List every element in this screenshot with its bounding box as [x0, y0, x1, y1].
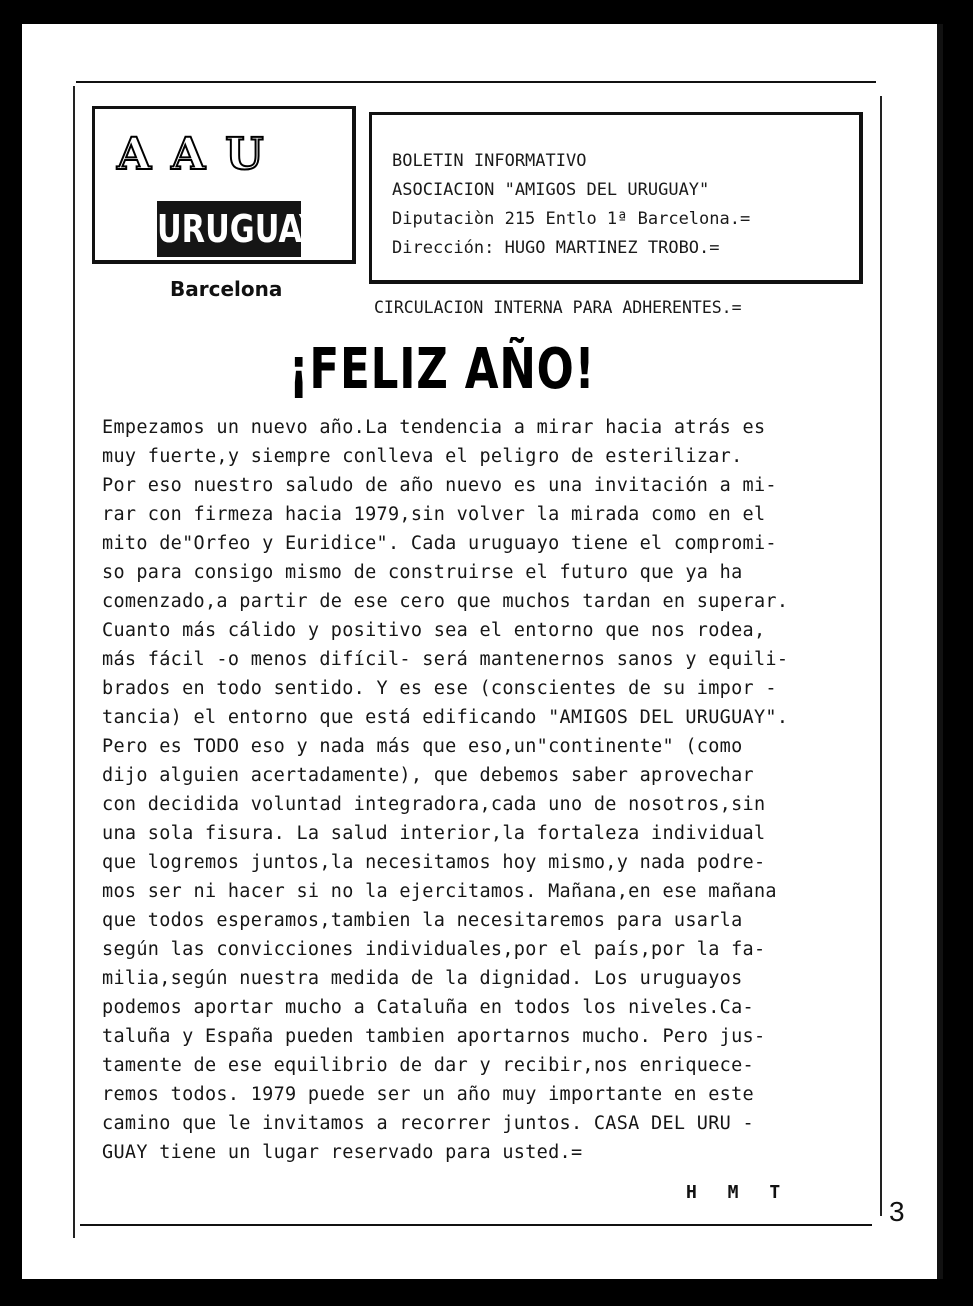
top-rule: [76, 81, 876, 83]
body-line: milia,según nuestra medida de la dignidad. Los uruguayos: [102, 968, 743, 989]
body-line: so para consigo mismo de construirse el futuro que ya ha: [102, 562, 743, 583]
body-line: dijo alguien acertadamente), que debemos saber aprovechar: [102, 765, 754, 786]
body-line: comenzado,a partir de ese cero que muchos tardan en superar.: [102, 591, 789, 612]
body-line: tancia) el entorno que está edificando "AMIGOS DEL URUGUAY".: [102, 707, 789, 728]
circulation-note: CIRCULACION INTERNA PARA ADHERENTES.=: [374, 298, 742, 317]
body-line: podemos aportar mucho a Cataluña en todos los niveles.Ca-: [102, 997, 754, 1018]
bulletin-info-box: [369, 112, 863, 284]
info-line-association: ASOCIACION "AMIGOS DEL URUGUAY": [392, 180, 710, 200]
headline: ¡FELIZ AÑO!: [288, 337, 596, 402]
body-line: que todos esperamos,tambien la necesitaremos para usarla: [102, 910, 743, 931]
body-line: que logremos juntos,la necesitamos hoy mismo,y nada podre-: [102, 852, 766, 873]
info-line-address: Diputaciòn 215 Entlo 1ª Barcelona.=: [392, 209, 751, 229]
body-line: tamente de ese equilibrio de dar y recibir,nos enriquece-: [102, 1055, 754, 1076]
body-line: mito de"Orfeo y Euridice". Cada uruguayo tiene el compromi-: [102, 533, 777, 554]
body-line: Empezamos un nuevo año.La tendencia a mirar hacia atrás es: [102, 417, 766, 438]
association-logo: [92, 106, 356, 264]
body-line: Pero es TODO eso y nada más que eso,un"continente" (como: [102, 736, 743, 757]
body-line: muy fuerte,y siempre conlleva el peligro de esterilizar.: [102, 446, 743, 467]
bottom-rule: [80, 1224, 872, 1226]
info-line-director: Dirección: HUGO MARTINEZ TROBO.=: [392, 238, 720, 258]
logo-letters: AAU: [117, 129, 284, 180]
body-line: Cuanto más cálido y positivo sea el entorno que nos rodea,: [102, 620, 766, 641]
body-line: camino que le invitamos a recorrer juntos. CASA DEL URU -: [102, 1113, 754, 1134]
body-line: brados en todo sentido. Y es ese (conscientes de su impor -: [102, 678, 777, 699]
body-line: GUAY tiene un lugar reservado para usted.=: [102, 1142, 583, 1163]
body-line: según las convicciones individuales,por el país,por la fa-: [102, 939, 766, 960]
body-line: más fácil -o menos difícil- será mantenernos sanos y equili-: [102, 649, 789, 670]
article-body: [102, 413, 882, 1167]
body-line: mos ser ni hacer si no la ejercitamos. Mañana,en ese mañana: [102, 881, 777, 902]
left-rule: [73, 86, 75, 1238]
body-line: Por eso nuestro saludo de año nuevo es una invitación a mi-: [102, 475, 777, 496]
logo-city: Barcelona: [170, 277, 283, 301]
body-line: rar con firmeza hacia 1979,sin volver la mirada como en el: [102, 504, 766, 525]
body-line: una sola fisura. La salud interior,la fortaleza individual: [102, 823, 766, 844]
logo-band: URUGUAY: [157, 201, 301, 257]
signature-initials: H M T: [686, 1182, 791, 1203]
body-line: con decidida voluntad integradora,cada uno de nosotros,sin: [102, 794, 766, 815]
body-line: remos todos. 1979 puede ser un año muy importante en este: [102, 1084, 754, 1105]
document-page: [22, 24, 943, 1279]
info-line-title: BOLETIN INFORMATIVO: [392, 151, 587, 171]
page-number: 3: [889, 1196, 905, 1227]
body-line: taluña y España pueden tambien aportarnos mucho. Pero jus-: [102, 1026, 766, 1047]
